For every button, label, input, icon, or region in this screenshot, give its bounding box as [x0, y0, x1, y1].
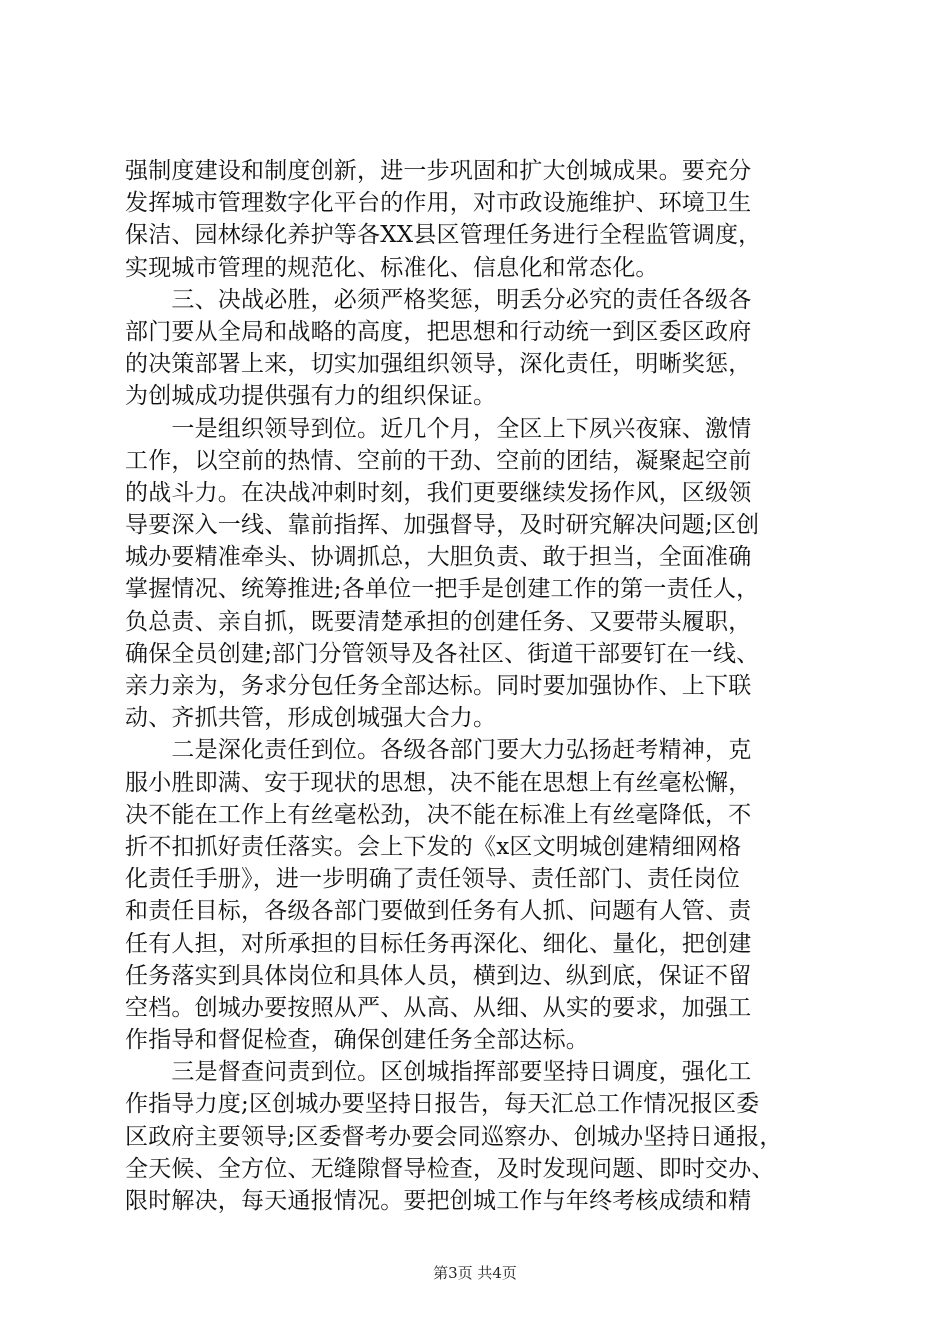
- text-line: 全天候、全方位、无缝隙督导检查，及时发现问题、即时交办、: [125, 1155, 775, 1182]
- text-line: 动、齐抓共管，形成创城强大合力。: [125, 705, 497, 732]
- text-line: 实现城市管理的规范化、标准化、信息化和常态化。: [125, 254, 659, 281]
- text-line: 化责任手册》，进一步明确了责任领导、责任部门、责任岗位: [125, 866, 740, 893]
- text-line: 服小胜即满、安于现状的思想，决不能在思想上有丝毫松懈，: [125, 769, 752, 796]
- text-line: 工作，以空前的热情、空前的干劲、空前的团结，凝聚起空前: [125, 447, 752, 474]
- page-number-footer: 第3页 共4页: [433, 1264, 517, 1282]
- text-line: 城办要精准牵头、协调抓总，大胆负责、敢于担当，全面准确: [125, 544, 752, 571]
- text-line: 决不能在工作上有丝毫松劲，决不能在标准上有丝毫降低，不: [125, 801, 752, 828]
- text-line: 空档。创城办要按照从严、从高、从细、从实的要求，加强工: [125, 994, 752, 1021]
- text-line: 一是组织领导到位。近几个月，全区上下夙兴夜寐、激情: [125, 415, 752, 442]
- text-line: 确保全员创建;部门分管领导及各社区、街道干部要钉在一线、: [125, 640, 760, 667]
- document-body: [125, 155, 837, 1217]
- text-line: 保洁、园林绿化养护等各XX县区管理任务进行全程监管调度，: [125, 222, 762, 249]
- text-line: 折不扣抓好责任落实。会上下发的《x区文明城创建精细网格: [125, 833, 742, 860]
- text-line: 作指导和督促检查，确保创建任务全部达标。: [125, 1027, 589, 1054]
- text-line: 三是督查问责到位。区创城指挥部要坚持日调度，强化工: [125, 1059, 752, 1086]
- text-line: 限时解决，每天通报情况。要把创城工作与年终考核成绩和精: [125, 1188, 752, 1214]
- text-line: 任有人担，对所承担的目标任务再深化、细化、量化，把创建: [125, 930, 752, 957]
- text-line: 为创城成功提供强有力的组织保证。: [125, 383, 497, 410]
- text-line: 掌握情况、统筹推进;各单位一把手是创建工作的第一责任人，: [125, 576, 760, 603]
- text-line: 作指导力度;区创城办要坚持日报告，每天汇总工作情况报区委: [125, 1091, 760, 1118]
- text-line: 部门要从全局和战略的高度，把思想和行动统一到区委区政府: [125, 318, 752, 345]
- text-line: 强制度建设和制度创新，进一步巩固和扩大创城成果。要充分: [125, 158, 752, 184]
- text-line: 发挥城市管理数字化平台的作用，对市政设施维护、环境卫生: [125, 190, 752, 217]
- text-line: 区政府主要领导;区委督考办要会同巡察办、创城办坚持日通报，: [125, 1123, 783, 1150]
- text-line: 任务落实到具体岗位和具体人员，横到边、纵到底，保证不留: [125, 962, 752, 989]
- text-line: 的战斗力。在决战冲刺时刻，我们更要继续发扬作风，区级领: [125, 479, 752, 506]
- text-line: 的决策部署上来，切实加强组织领导，深化责任，明晰奖惩，: [125, 351, 752, 378]
- text-line: 和责任目标，各级各部门要做到任务有人抓、问题有人管、责: [125, 898, 752, 925]
- text-line: 亲力亲为，务求分包任务全部达标。同时要加强协作、上下联: [125, 673, 752, 699]
- text-line: 负总责、亲自抓，既要清楚承担的创建任务、又要带头履职，: [125, 608, 752, 635]
- text-line: 导要深入一线、靠前指挥、加强督导，及时研究解决问题;区创: [125, 512, 760, 539]
- text-line: 三、决战必胜，必须严格奖惩，明丢分必究的责任各级各: [125, 286, 752, 313]
- text-line: 二是深化责任到位。各级各部门要大力弘扬赶考精神，克: [125, 737, 752, 764]
